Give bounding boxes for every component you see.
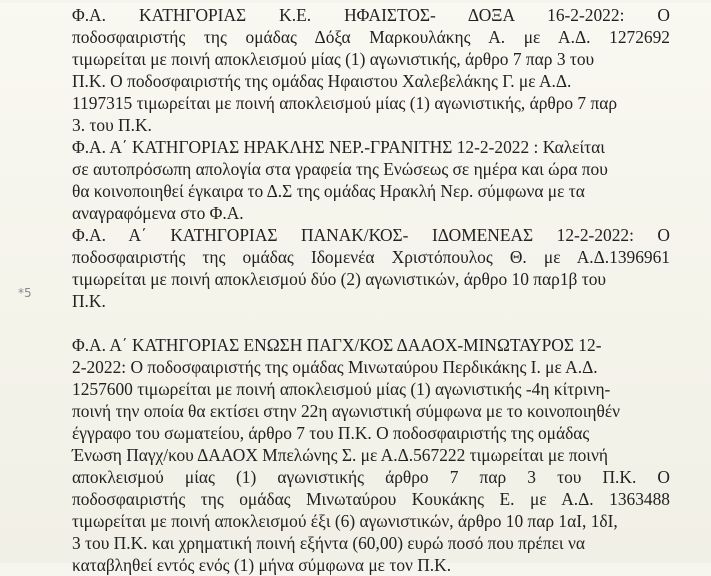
text-line: ποδοσφαιριστής της ομάδας Μινωταύρου Κουκάκης Ε. με Α.Δ. 1363488 — [72, 489, 670, 509]
text-line: 3 του Π.Κ. και χρηματική ποινή εξήντα (60,00) ευρώ ποσό που πρέπει να — [72, 533, 585, 553]
text-line: 3. του Π.Κ. — [72, 115, 152, 135]
text-line: Φ.Α. Α΄ ΚΑΤΗΓΟΡΙΑΣ ΠΑΝΑΚ/ΚΟΣ- ΙΔΟΜΕΝΕΑΣ 12-2-2022: Ο — [72, 225, 670, 245]
text-line: 1257600 τιμωρείται με ποινή αποκλεισμού μίας (1) αγωνιστικής -4η κίτρινη- — [72, 379, 611, 399]
document-body — [72, 0, 670, 576]
section-iraklis-granitis — [72, 136, 670, 224]
text-line: έγγραφο του σωματείου, άρθρο 7 του Π.Κ. Ο ποδοσφαιριστής της ομάδας — [72, 423, 590, 443]
text-line: Π.Κ. — [72, 291, 106, 311]
text-line: Φ.Α. ΚΑΤΗΓΟΡΙΑΣ Κ.Ε. ΗΦΑΙΣΤΟΣ- ΔΟΞΑ 16-2-2022: Ο — [72, 5, 670, 25]
text-line: τιμωρείται με ποινή αποκλεισμού δύο (2) αγωνιστικών, άρθρο 10 παρ1β του — [72, 269, 607, 289]
text-line: 2-2022: Ο ποδοσφαιριστής της ομάδας Μινωταύρου Περδικάκης Ι. με Α.Δ. — [72, 357, 598, 377]
section-panakos-idomeneas — [72, 224, 670, 312]
text-line: 1197315 τιμωρείται με ποινή αποκλεισμού μίας (1) αγωνιστικής, άρθρο 7 παρ — [72, 93, 618, 113]
text-line: σε αυτοπρόσωπη απολογία στα γραφεία της Ενώσεως σε ημέρα και ώρα που — [72, 159, 608, 179]
text-line: τιμωρείται με ποινή αποκλεισμού μίας (1) αγωνιστικής, άρθρο 7 παρ 3 του — [72, 49, 595, 69]
text-line: Φ.Α. Α΄ ΚΑΤΗΓΟΡΙΑΣ ΗΡΑΚΛΗΣ ΝΕΡ.-ΓΡΑΝΙΤΗΣ 12-2-2022 : Καλείται — [72, 137, 605, 157]
text-line: αποκλεισμού μίας (1) αγωνιστικής άρθρο 7 παρ 3 του Π.Κ. Ο — [72, 467, 670, 487]
text-line: ποδοσφαιριστής της ομάδας Ιδομενέα Χριστόπουλος Θ. με Α.Δ.1396961 — [72, 247, 670, 267]
text-line: τιμωρείται με ποινή αποκλεισμού έξι (6) αγωνιστικών, άρθρο 10 παρ 1αΙ, 1δΙ, — [72, 511, 618, 531]
section-ifaistos-doxa — [72, 4, 670, 136]
text-line: αναγραφόμενα στο Φ.Α. — [72, 203, 244, 223]
text-line: ποδοσφαιριστής της ομάδας Δόξα Μαρκουλάκης Α. με Α.Δ. 1272692 — [72, 27, 670, 47]
text-line: καταβληθεί εντός ενός (1) μήνα σύμφωνα με τον Π.Κ. — [72, 555, 452, 575]
text-line: Φ.Α. Α΄ ΚΑΤΗΓΟΡΙΑΣ ΕΝΩΣΗ ΠΑΓΧ/ΚΟΣ ΔΑΑΟΧ-ΜΙΝΩΤΑΥΡΟΣ 12- — [72, 335, 602, 355]
section-enosi-minotavros — [72, 334, 670, 576]
margin-mark: *5 — [18, 286, 32, 300]
text-line: Ένωση Παγχ/κου ΔΑΑΟΧ Μπελώνης Σ. με Α.Δ.567222 τιμωρείται με ποινή — [72, 445, 608, 465]
text-line: ποινή την οποία θα εκτίσει στην 22η αγωνιστική σύμφωνα με το κοινοποιηθέν — [72, 401, 620, 421]
text-line: θα κοινοποιηθεί έγκαιρα το Δ.Σ της ομάδας Ηρακλή Νερ. σύμφωνα με τα — [72, 181, 585, 201]
text-line: Π.Κ. Ο ποδοσφαιριστής της ομάδας Ηφαιστου Χαλεβελάκης Γ. με Α.Δ. — [72, 71, 572, 91]
